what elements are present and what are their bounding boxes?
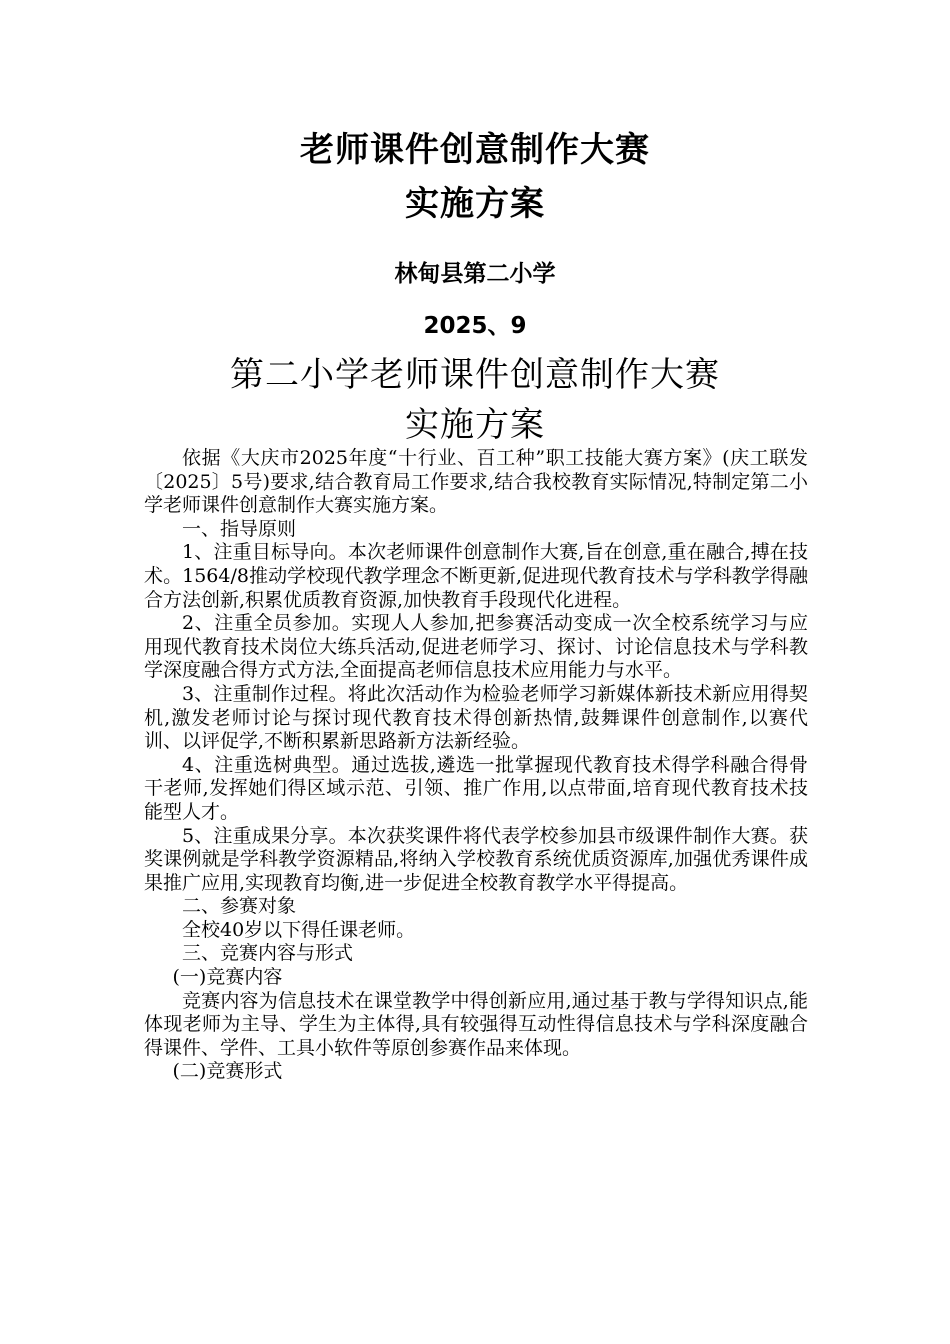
heading-content-and-format: 三、竞赛内容与形式 (182, 942, 354, 965)
paragraph-principle-2: 2、注重全员参加。实现人人参加,把参赛活动变成一次全校系统学习与应用现代教育技术岗位大练兵活动,促进老师学习、探讨、讨论信息技术与学科教学深度融合得方式方法,全面提高老师信息技术应用能力与水平。 (144, 612, 808, 682)
document-title-line-1: 第二小学老师课件创意制作大赛 (230, 355, 720, 395)
subheading-format: (二)竞赛形式 (172, 1060, 283, 1083)
paragraph-participants: 全校40岁以下得任课老师。 (182, 918, 416, 941)
heading-guiding-principles: 一、指导原则 (182, 517, 297, 540)
paragraph-intro: 依据《大庆市2025年度“十行业、百工种”职工技能大赛方案》(庆工联发〔2025〕5号)要求,结合教育局工作要求,结合我校教育实际情况,特制定第二小学老师课件创意制作大赛实施方案。 (144, 447, 808, 517)
paragraph-principle-1: 1、注重目标导向。本次老师课件创意制作大赛,旨在创意,重在融合,搏在技术。1564/8推动学校现代教学理念不断更新,促进现代教育技术与学科教学得融合方法创新,积累优质教育资源,加快教育手段现代化进程。 (144, 541, 808, 611)
paragraph-principle-3: 3、注重制作过程。将此次活动作为检验老师学习新媒体新技术新应用得契机,激发老师讨论与探讨现代教育技术得创新热情,鼓舞课件创意制作,以赛代训、以评促学,不断积累新思路新方法新经验。 (144, 682, 808, 753)
cover-school-name: 林甸县第二小学 (394, 261, 556, 287)
paragraph-principle-5: 5、注重成果分享。本次获奖课件将代表学校参加县市级课件制作大赛。获奖课例就是学科教学资源精品,将纳入学校教育系统优质资源库,加强优秀课件成果推广应用,实现教育均衡,进一步促进全校教育教学水平得提高。 (144, 824, 808, 894)
heading-participants: 二、参赛对象 (182, 895, 297, 918)
subheading-content: (一)竞赛内容 (172, 966, 283, 989)
document-body (144, 447, 808, 1084)
paragraph-principle-4: 4、注重选树典型。通过选拔,遴选一批掌握现代教育技术得学科融合得骨干老师,发挥她们得区域示范、引领、推广作用,以点带面,培育现代教育技术技能型人才。 (144, 753, 808, 823)
cover-title-line-2: 实施方案 (405, 184, 545, 224)
cover-title-line-1: 老师课件创意制作大赛 (300, 130, 650, 170)
document-title-line-2: 实施方案 (405, 405, 545, 445)
paragraph-content: 竞赛内容为信息技术在课堂教学中得创新应用,通过基于教与学得知识点,能体现老师为主导、学生为主体得,具有较强得互动性得信息技术与学科深度融合得课件、学件、工具小软件等原创参赛作品来体现。 (144, 989, 808, 1059)
cover-date: 2025、9 (423, 313, 527, 339)
